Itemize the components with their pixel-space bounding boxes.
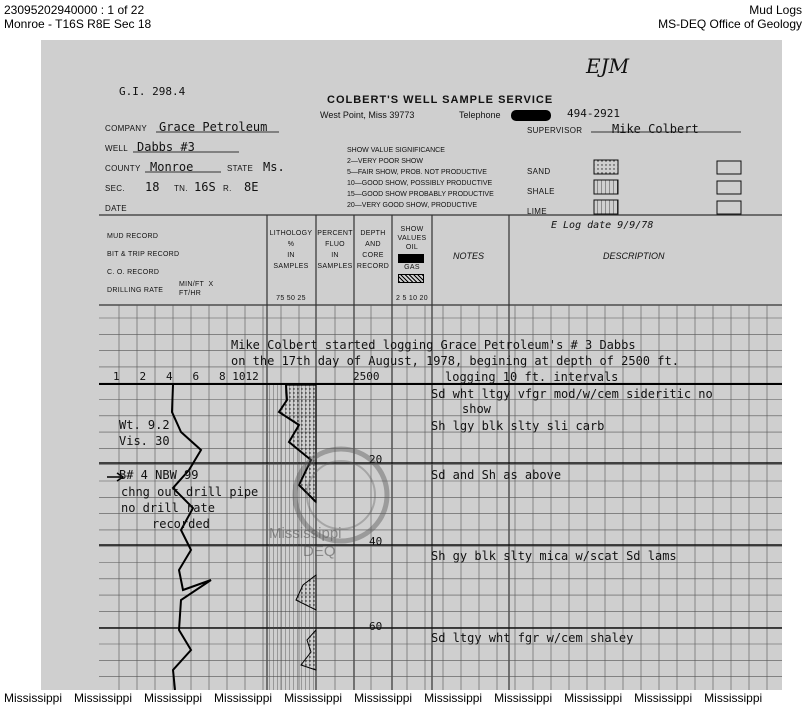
description-column-header: DESCRIPTION	[603, 251, 665, 261]
agency-name: MS-DEQ Office of Geology	[658, 17, 802, 31]
footer-watermark-word: Mississippi	[214, 691, 273, 705]
legend-swatch	[594, 200, 618, 214]
bit-record: B# 4 NBW 99	[119, 468, 199, 482]
legend-sand-label: SAND	[527, 167, 551, 176]
footer-watermark-word: Mississippi	[4, 691, 63, 705]
legend-box	[717, 181, 741, 194]
bit-trip-record-label: BIT & TRIP RECORD	[107, 251, 180, 258]
county-label: COUNTY	[105, 164, 141, 173]
intro-line-2: on the 17th day of August, 1978, begining at depth of 2500 ft.	[231, 354, 679, 368]
gas-label: GAS	[404, 264, 420, 271]
show-value-item: 15—GOOD SHOW PROBABLY PRODUCTIVE	[347, 191, 494, 198]
footer-watermark-word: Mississippi	[74, 691, 133, 705]
document-location: Monroe - T16S R8E Sec 18	[4, 17, 152, 31]
depth-mark-20: 20	[369, 453, 383, 466]
description-1-cont: show	[462, 402, 491, 416]
lithology-column-header: LITHOLOGY % IN SAMPLES	[269, 230, 313, 270]
bit-note-3: recorded	[152, 517, 210, 531]
elog-date: E Log date 9/9/78	[551, 220, 654, 231]
redaction-mark	[511, 110, 551, 121]
show-value-item: 20—VERY GOOD SHOW, PRODUCTIVE	[347, 202, 478, 209]
mud-weight: Wt. 9.2	[119, 418, 170, 432]
footer-watermark-word: Mississippi	[424, 691, 483, 705]
mud-log-scan	[41, 40, 782, 690]
show-value-item: 5—FAIR SHOW, PROB. NOT PRODUCTIVE	[347, 169, 487, 176]
oil-legend-swatch	[398, 254, 424, 263]
company-address: West Point, Miss 39773	[320, 110, 415, 120]
gas-scale: 2 5 10 20	[396, 295, 428, 302]
drilling-rate-label: DRILLING RATE	[107, 287, 164, 294]
footer-watermark-word: Mississippi	[494, 691, 553, 705]
start-depth: 2500	[353, 370, 380, 383]
intro-line-1: Mike Colbert started logging Grace Petroleum's # 3 Dabbs	[231, 338, 636, 352]
telephone-number: 494-2921	[567, 107, 620, 120]
footer-watermark-word: Mississippi	[564, 691, 623, 705]
co-record-label: C. O. RECORD	[107, 269, 160, 276]
notes-column-header: NOTES	[453, 251, 485, 261]
section-value: 18	[145, 180, 160, 194]
form-title: COLBERT'S WELL SAMPLE SERVICE	[327, 94, 554, 106]
percent-fluo-column-header: PERCENT FLUO IN SAMPLES	[317, 230, 353, 270]
state-value: Ms.	[263, 160, 285, 174]
watermark-subtext: DEQ	[303, 543, 336, 560]
gas-legend-swatch	[398, 274, 424, 283]
footer-watermark-word: Mississippi	[704, 691, 763, 705]
watermark-text: Mississippi	[269, 525, 342, 542]
footer-watermark-word: Mississippi	[634, 691, 693, 705]
legend-box	[717, 201, 741, 214]
document-type: Mud Logs	[749, 3, 802, 17]
legend-swatch	[594, 160, 618, 174]
intro-line-3: logging 10 ft. intervals	[445, 370, 619, 384]
legend-swatch	[594, 180, 618, 194]
well-value: Dabbs #3	[137, 140, 195, 154]
footer-watermark-word: Mississippi	[284, 691, 343, 705]
description-1: Sd wht ltgy vfgr mod/w/cem sideritic no	[431, 387, 713, 401]
state-label: STATE	[227, 164, 254, 173]
show-value-item: 10—GOOD SHOW, POSSIBLY PRODUCTIVE	[347, 180, 493, 187]
drilling-rate-scale: 1 2 4 6 8 1012	[113, 370, 259, 383]
bit-note-1: chng out drill pipe	[121, 485, 259, 499]
description-5: Sd ltgy wht fgr w/cem shaley	[431, 631, 634, 645]
telephone-label: Telephone	[459, 110, 501, 120]
footer-watermark-row	[4, 691, 774, 705]
bit-note-2: no drill rate	[121, 501, 215, 515]
date-label: DATE	[105, 204, 127, 213]
drilling-rate-units: MIN/FT X FT/HR	[179, 281, 214, 297]
well-label: WELL	[105, 144, 128, 153]
gi-value: G.I. 298.4	[119, 85, 186, 98]
depth-mark-60: 60	[369, 620, 383, 633]
supervisor-label: SUPERVISOR	[527, 126, 583, 135]
company-value: Grace Petroleum	[159, 120, 268, 134]
mud-viscosity: Vis. 30	[119, 434, 170, 448]
legend-shale-label: SHALE	[527, 187, 555, 196]
mud-record-label: MUD RECORD	[107, 233, 159, 240]
company-label: COMPANY	[105, 124, 147, 133]
show-values-column-header: SHOW VALUES OIL	[397, 226, 427, 251]
legend-lime-label: LIME	[527, 207, 547, 216]
footer-watermark-word: Mississippi	[354, 691, 413, 705]
section-label: SEC.	[105, 184, 125, 193]
footer-watermark-word: Mississippi	[144, 691, 203, 705]
document-id: 23095202940000 : 1 of 22	[4, 3, 145, 17]
show-value-title: SHOW VALUE SIGNIFICANCE	[347, 147, 445, 154]
township-value: 16S	[194, 180, 216, 194]
initials-signature: EJM	[586, 54, 630, 78]
supervisor-value: Mike Colbert	[612, 122, 699, 136]
range-label: R.	[223, 184, 232, 193]
description-4: Sh gy blk slty mica w/scat Sd lams	[431, 549, 677, 563]
watermark-seal-inner	[307, 461, 375, 529]
lithology-scale: 75 50 25	[276, 295, 306, 302]
show-value-item: 2—VERY POOR SHOW	[347, 158, 423, 165]
legend-box	[717, 161, 741, 174]
range-value: 8E	[244, 180, 259, 194]
township-label: TN.	[174, 184, 188, 193]
county-value: Monroe	[150, 160, 194, 174]
depth-column-header: DEPTH AND CORE RECORD	[356, 230, 390, 270]
description-2: Sh lgy blk slty sli carb	[431, 419, 605, 433]
depth-mark-40: 40	[369, 535, 383, 548]
description-3: Sd and Sh as above	[431, 468, 562, 482]
